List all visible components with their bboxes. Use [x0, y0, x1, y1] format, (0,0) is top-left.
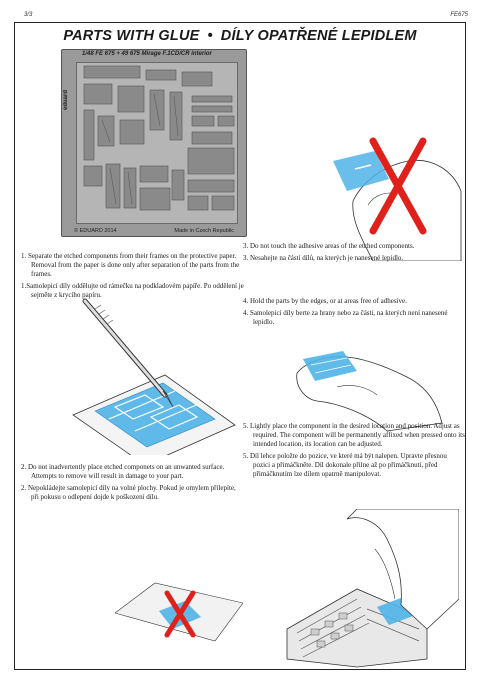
- holding-edges-illustration: [277, 343, 447, 433]
- step-4-czech: 4. Samolepicí díly berte za hrany nebo za části, na kterých není nanesené lepidlo.: [243, 309, 448, 326]
- step-2: [21, 463, 243, 505]
- photo-etch-fret: [61, 49, 247, 237]
- step-5-english: 5. Lightly place the component in the desired location and position. Adjust as required. The component will be permanently affixed when pressed onto its intended location, its location can be adjusted.: [243, 422, 465, 448]
- step-1-english: 1. Separate the etched components from their frames on the protective paper. Removal from the paper is done only after separation of the parts from the frames.: [21, 252, 240, 278]
- fret-label: 1/48 FE 675 + 49 675 Mirage F.1CD/CR interior: [82, 51, 212, 57]
- wrong-surface-illustration: [115, 543, 243, 643]
- step-2-czech: 2. Nepokládejte samolepicí díly na volné plochy. Pokud je omylem přilepíte, při pokusu o odlepení dojde k poškození dílu.: [21, 484, 236, 501]
- instruction-frame: [14, 22, 466, 670]
- fret-made-in: Made in Czech Republic: [174, 228, 234, 234]
- step-3-czech: 3. Nesahejte na části dílů, na kterých je nanesené lepidlo.: [243, 254, 404, 262]
- step-5-czech: 5. Díl lehce položte do pozice, ve které má být nalepen. Upravte přesnou pozici a přimáčkněte. Díl dokonale přilne až po přimáčknutí, před přimáčknutím lze dílem opatrně manipulovat.: [243, 452, 447, 478]
- step-3: [243, 242, 465, 266]
- step-1-czech: 1.Samolepicí díly oddělujte od rámečku na podkladovém papíře. Po oddělení je sejměte z krycího papíru.: [21, 282, 244, 299]
- fret-copyright: © EDUARD 2014: [74, 228, 117, 234]
- step-2-english: 2. Do not inadvertently place etched componets on an unwanted surface. Attempts to remove will result in damage to your part.: [21, 463, 225, 480]
- step-4-english: 4. Hold the parts by the edges, or at areas free of adhesive.: [243, 297, 407, 305]
- fret-brand-logo: eduard: [63, 90, 69, 111]
- step-4: [243, 297, 465, 330]
- step-3-english: 3. Do not touch the adhesive areas of the etched components.: [243, 242, 415, 250]
- placing-part-illustration: [277, 509, 459, 669]
- fret-parts-drawing: [62, 50, 248, 238]
- product-code: FE675: [450, 12, 468, 18]
- no-touch-illustration: [313, 121, 463, 261]
- page-title: [15, 28, 465, 44]
- title-czech: DÍLY OPATŘENÉ LEPIDLEM: [220, 28, 417, 44]
- cutting-illustration: [55, 295, 245, 455]
- step-5: [243, 422, 465, 482]
- title-separator: •: [207, 28, 213, 44]
- title-english: PARTS WITH GLUE: [63, 28, 200, 44]
- page-number: 3/3: [24, 12, 33, 18]
